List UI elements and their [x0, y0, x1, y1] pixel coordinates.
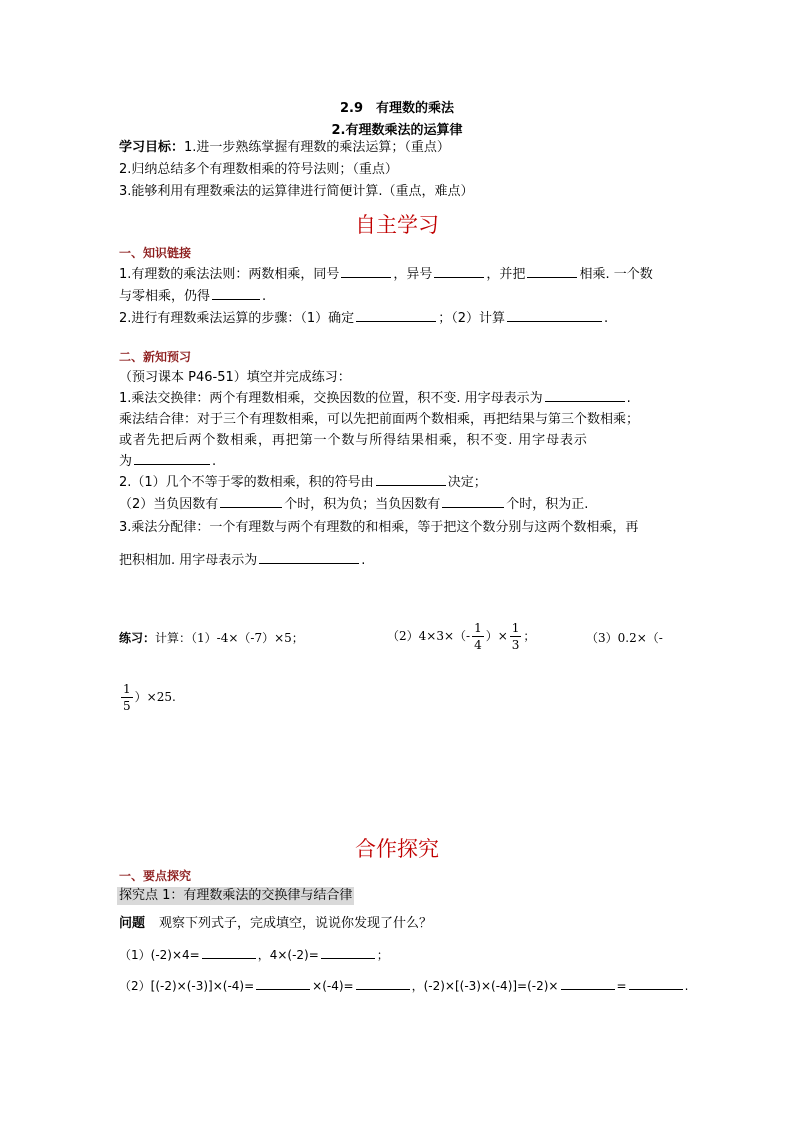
associative-law-line3 — [119, 452, 216, 471]
practice-item-3-start: （3）0.2×（- — [586, 631, 663, 645]
fraction-denominator: 4 — [474, 638, 482, 652]
p1-text-a: 1.乘法交换律：两个有理数相乘，交换因数的位置，积不变. 用字母表示为 — [119, 391, 543, 406]
fraction-denominator: 3 — [511, 638, 520, 652]
exploration-point-1: 探究点 1：有理数乘法的交换律与结合律 — [119, 888, 353, 903]
q2-text-a: 2.进行有理数乘法运算的步骤：（1）确定 — [119, 311, 355, 326]
associative-law-line2: 或者先把后两个数相乘，再把第一个数与所得结果相乘，积不变. 用字母表示 — [119, 433, 588, 448]
eq2-text-e: . — [684, 979, 689, 993]
blank-sign-determined-by[interactable] — [376, 473, 446, 486]
q1-text-b: ，异号 — [393, 267, 433, 282]
goal-line-1 — [119, 139, 450, 157]
fraction-numerator: 1 — [123, 682, 131, 696]
q1-text-c: ，并把 — [486, 267, 526, 282]
section-preview-title: 二、新知预习 — [119, 350, 192, 364]
fraction-numerator: 1 — [474, 621, 482, 635]
distributive-law-line2 — [119, 551, 365, 570]
equation-2 — [119, 977, 688, 995]
q1-text-f: . — [262, 289, 267, 304]
sign-rule-2 — [119, 495, 588, 514]
equation-1 — [119, 946, 389, 964]
fraction-denominator: 5 — [123, 699, 131, 713]
question-label: 问题 — [119, 916, 146, 931]
section-knowledge-link-title: 一、知识链接 — [119, 246, 192, 260]
goal-line-3: 3.能够利用有理数乘法的运算律进行简便计算.（重点，难点） — [119, 184, 474, 199]
p2-text-c: 为 — [119, 454, 133, 469]
eq2-text-d: = — [616, 979, 627, 993]
goals-label: 学习目标： — [119, 140, 185, 155]
blank-eq1-first[interactable] — [202, 946, 256, 959]
blank-eq2-fourth[interactable] — [629, 977, 683, 990]
blank-associative[interactable] — [134, 452, 210, 465]
knowledge-q2 — [119, 309, 608, 328]
sign-rule-1 — [119, 473, 487, 492]
eq1-text-a: （1）(-2)×4= — [119, 948, 200, 962]
p1-text-b: . — [626, 391, 631, 406]
p3-text-b: 决定； — [447, 475, 487, 490]
blank-eq2-first[interactable] — [256, 977, 310, 990]
practice-label: 练习： — [119, 631, 156, 645]
eq2-text-c: ，(-2)×[(-3)×(-4)]=(-2)× — [411, 979, 559, 993]
blank-determine[interactable] — [356, 309, 436, 322]
q2-text-c: . — [603, 311, 609, 326]
distributive-law-line1: 3.乘法分配律：一个有理数与两个有理数的和相乘，等于把这个数分别与这两个数相乘，再 — [119, 520, 639, 535]
fraction-numerator: 1 — [511, 621, 520, 635]
fraction-one-fifth — [121, 681, 133, 714]
blank-negative-count-even[interactable] — [442, 495, 504, 508]
commutative-law — [119, 389, 631, 408]
practice-2-text-a: （2）4×3×（- — [387, 629, 471, 643]
practice-calc-1: 计算：（1）-4×（-7）×5； — [155, 631, 304, 645]
knowledge-q1-line1 — [119, 265, 653, 284]
eq1-text-b: ，4×(-2)= — [257, 948, 319, 962]
fraction-one-quarter — [472, 620, 484, 653]
q2-text-b: ；（2）计算 — [438, 311, 505, 326]
question-text: 观察下列式子，完成填空，说说你发现了什么？ — [159, 916, 433, 931]
blank-zero-result[interactable] — [212, 287, 260, 300]
eq2-text-b: ×(-4)= — [312, 979, 354, 993]
practice-3-text-b: ）×25. — [134, 690, 176, 704]
blank-eq2-third[interactable] — [561, 977, 615, 990]
p4-text-a: （2）当负因数有 — [119, 497, 219, 512]
p5-text-b: 把积相加. 用字母表示为 — [119, 553, 258, 568]
question-line — [119, 915, 432, 933]
goal-line-2: 2.归纳总结多个有理数相乘的符号法则；（重点） — [119, 162, 398, 177]
p2-text-d: . — [212, 454, 217, 469]
practice-item-1 — [119, 629, 304, 646]
blank-distributive[interactable] — [259, 551, 359, 564]
practice-item-2 — [387, 620, 535, 653]
eq2-text-a: （2）[(-2)×(-3)]×(-4)= — [119, 979, 255, 993]
associative-law-line1: 乘法结合律：对于三个有理数相乘，可以先把前面两个数相乘，再把结果与第三个数相乘； — [119, 412, 640, 427]
practice-item-3-end — [119, 681, 176, 714]
blank-compute[interactable] — [507, 309, 602, 322]
blank-diff-sign[interactable] — [434, 265, 484, 278]
p3-text-a: 2.（1）几个不等于零的数相乘，积的符号由 — [119, 475, 374, 490]
page-subtitle: 2.有理数乘法的运算律 — [331, 123, 463, 138]
practice-2-text-b: ）× — [485, 629, 508, 643]
preview-intro: （预习课本 P46-51）填空并完成练习： — [119, 370, 351, 385]
blank-eq1-second[interactable] — [321, 946, 375, 959]
cooperative-heading: 合作探究 — [355, 837, 439, 861]
p4-text-c: 个时，积为正. — [506, 497, 589, 512]
q1-text-d: 相乘. 一个数 — [579, 267, 653, 282]
goal-1-text: 1.进一步熟练掌握有理数的乘法运算；（重点） — [184, 140, 450, 155]
page-title: 2.9 有理数的乘法 — [339, 101, 455, 116]
blank-multiply-what[interactable] — [527, 265, 577, 278]
eq1-text-c: ； — [376, 948, 389, 962]
practice-2-text-c: ； — [523, 629, 536, 643]
q1-text-e: 与零相乘，仍得 — [119, 289, 211, 304]
p4-text-b: 个时，积为负；当负因数有 — [284, 497, 441, 512]
blank-commutative[interactable] — [545, 389, 625, 402]
knowledge-q1-line2 — [119, 287, 266, 306]
blank-negative-count-odd[interactable] — [220, 495, 282, 508]
p5-text-c: . — [361, 553, 366, 568]
fraction-one-third — [510, 620, 522, 653]
self-study-heading: 自主学习 — [355, 213, 439, 237]
blank-eq2-second[interactable] — [356, 977, 410, 990]
q1-text-a: 1.有理数的乘法法则：两数相乘，同号 — [119, 267, 340, 282]
blank-same-sign[interactable] — [341, 265, 391, 278]
section-key-points-title: 一、要点探究 — [119, 869, 192, 883]
